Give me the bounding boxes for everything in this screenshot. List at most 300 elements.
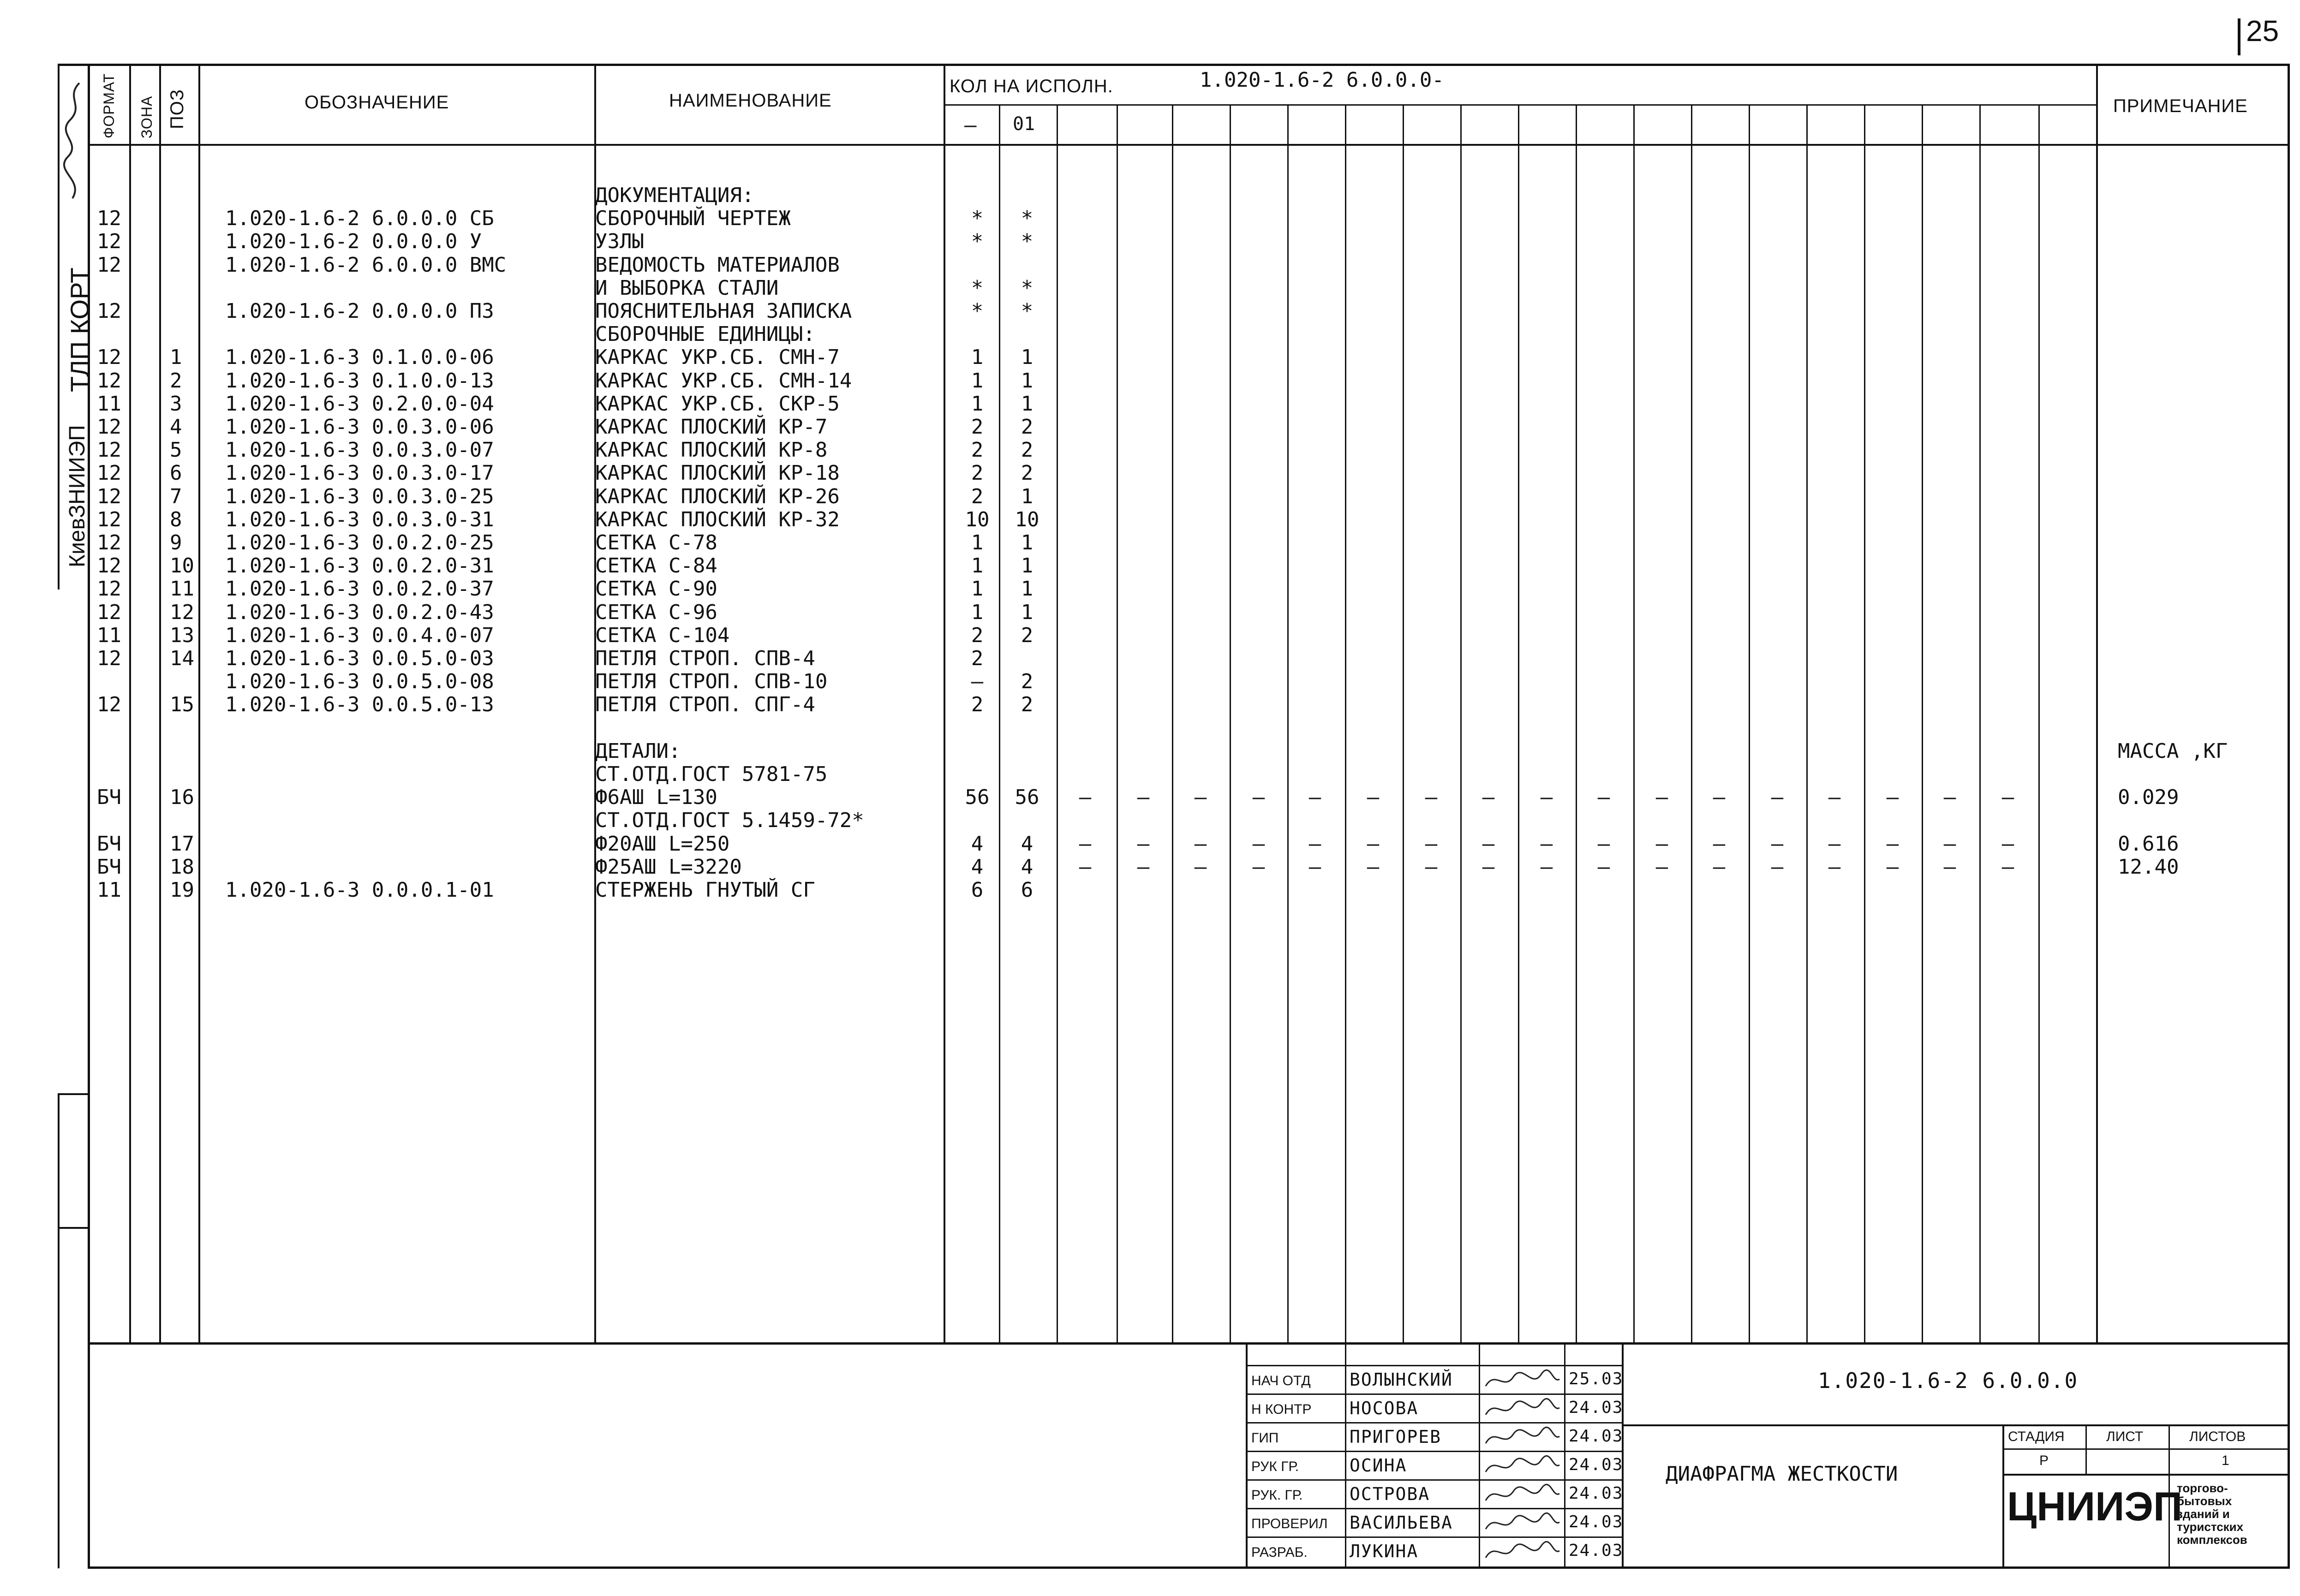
cell-format: 12 <box>97 438 121 462</box>
table-row <box>0 578 2300 600</box>
cell-position: 13 <box>170 623 194 647</box>
cell-name: СЕТКА С-104 <box>595 623 730 647</box>
cell-name: Ф6АШ L=130 <box>595 786 717 810</box>
signer-name: ОСИНА <box>1350 1455 1407 1476</box>
cell-position: 9 <box>170 531 182 554</box>
cell-qty-base: 4 <box>971 855 984 879</box>
header-qty-base: 1.020-1.6-2 6.0.0.0- <box>1200 68 1444 92</box>
cell-qty-dash: – <box>1252 832 1265 856</box>
table-row <box>0 740 2300 762</box>
tb-stage-mid <box>2002 1448 2289 1450</box>
signer-row-line <box>1246 1536 1622 1538</box>
side-stamp-tlp: ТЛП КОРТ <box>65 267 94 392</box>
cell-qty-dash: – <box>1482 855 1495 879</box>
cell-name: Ф20АШ L=250 <box>595 832 730 856</box>
cell-qty-base: 1 <box>971 577 984 601</box>
cell-format: 12 <box>97 299 121 323</box>
cell-qty-dash: – <box>1943 786 1956 810</box>
cell-name: ПЕТЛЯ СТРОП. СПВ-4 <box>595 647 815 670</box>
table-row <box>0 486 2300 508</box>
tb-sheets-label: ЛИСТОВ <box>2189 1429 2246 1444</box>
table-row <box>0 786 2300 809</box>
signer-role: РУК. ГР. <box>1251 1488 1303 1503</box>
cell-qty-dash: – <box>1943 855 1956 879</box>
cell-position: 1 <box>170 345 182 369</box>
cell-name: ПЕТЛЯ СТРОП. СПГ-4 <box>595 693 815 717</box>
cell-qty-dash: – <box>1828 855 1841 879</box>
cell-qty-base: 2 <box>971 647 984 670</box>
header-pos: ПОЗ <box>167 89 187 129</box>
cell-note: МАССА ,КГ <box>2118 739 2228 763</box>
cell-designation: 1.020-1.6-2 0.0.0.0 У <box>225 230 482 254</box>
cell-format: 11 <box>97 392 121 416</box>
cell-qty-01: * <box>1021 230 1034 254</box>
cell-qty-01: 2 <box>1021 461 1034 485</box>
signer-row-line <box>1246 1451 1622 1452</box>
cell-designation: 1.020-1.6-3 0.0.3.0-07 <box>225 438 494 462</box>
tb-stage-left <box>2002 1424 2004 1568</box>
tb-line-role <box>1345 1342 1346 1568</box>
signer-row-line <box>1246 1479 1622 1481</box>
table-row <box>0 532 2300 554</box>
cell-qty-dash: – <box>2001 855 2014 879</box>
cell-qty-dash: – <box>1886 832 1899 856</box>
signer-name: ПРИГОРЕВ <box>1350 1427 1442 1447</box>
table-row <box>0 509 2300 531</box>
cell-format: 12 <box>97 647 121 670</box>
tb-line-sign <box>1564 1342 1565 1568</box>
cell-qty-base: 2 <box>971 438 984 462</box>
cell-name: КАРКАС УКР.СБ. СМН-14 <box>595 369 852 393</box>
cell-name: ДЕТАЛИ: <box>595 739 681 763</box>
cell-format: 12 <box>97 345 121 369</box>
tb-stage: Р <box>2039 1453 2049 1468</box>
cell-qty-base: 10 <box>965 507 990 531</box>
signer-signature <box>1483 1453 1562 1479</box>
cell-name: СЕТКА С-96 <box>595 600 717 624</box>
cell-qty-dash: – <box>1252 786 1265 810</box>
cell-designation: 1.020-1.6-3 0.0.3.0-06 <box>225 415 494 439</box>
table-row <box>0 393 2300 415</box>
cell-designation: 1.020-1.6-2 0.0.0.0 ПЗ <box>225 299 494 323</box>
cell-name: КАРКАС ПЛОСКИЙ КР-7 <box>595 415 828 439</box>
table-row <box>0 462 2300 484</box>
cell-format: 12 <box>97 600 121 624</box>
cell-qty-base: * <box>971 207 984 231</box>
cell-position: 15 <box>170 693 194 717</box>
cell-qty-base: 2 <box>971 693 984 717</box>
cell-name: СБОРОЧНЫЙ ЧЕРТЕЖ <box>595 207 791 231</box>
header-qty-col2: 01 <box>1013 113 1035 135</box>
header-format: ФОРМАТ <box>101 73 117 138</box>
cell-qty-01: 1 <box>1021 369 1034 393</box>
cell-format: 12 <box>97 461 121 485</box>
cell-position: 5 <box>170 438 182 462</box>
table-row <box>0 277 2300 299</box>
cell-designation: 1.020-1.6-3 0.1.0.0-13 <box>225 369 494 393</box>
cell-qty-dash: – <box>1597 832 1610 856</box>
cell-name: СЕТКА С-84 <box>595 554 717 578</box>
cell-qty-01: 1 <box>1021 484 1034 508</box>
signer-name: ВАСИЛЬЕВА <box>1350 1513 1453 1533</box>
cell-qty-dash: – <box>1655 855 1668 879</box>
cell-designation: 1.020-1.6-3 0.0.3.0-17 <box>225 461 494 485</box>
cell-qty-dash: – <box>1540 832 1553 856</box>
cell-position: 11 <box>170 577 194 601</box>
cell-note: 12.40 <box>2118 855 2179 879</box>
cell-qty-dash: – <box>1482 786 1495 810</box>
header-note: ПРИМЕЧАНИЕ <box>2113 96 2248 116</box>
header-zone: ЗОНА <box>138 95 155 138</box>
cell-name: ВЕДОМОСТЬ МАТЕРИАЛОВ <box>595 253 840 277</box>
table-row <box>0 323 2300 345</box>
cell-qty-dash: – <box>1713 832 1726 856</box>
cell-qty-01: 6 <box>1021 878 1034 902</box>
cell-qty-base: * <box>971 230 984 254</box>
cell-designation: 1.020-1.6-3 0.2.0.0-04 <box>225 392 494 416</box>
cell-designation: 1.020-1.6-2 6.0.0.0 ВМС <box>225 253 507 277</box>
cell-designation: 1.020-1.6-3 0.0.3.0-25 <box>225 484 494 508</box>
cell-qty-base: 1 <box>971 369 984 393</box>
cell-designation: 1.020-1.6-3 0.0.0.1-01 <box>225 878 494 902</box>
cell-qty-base: 6 <box>971 878 984 902</box>
cell-qty-01: 1 <box>1021 600 1034 624</box>
cell-qty-dash: – <box>1079 855 1092 879</box>
cell-qty-base: 2 <box>971 484 984 508</box>
header-qty-title: КОЛ НА ИСПОЛН. <box>950 76 1113 96</box>
cell-format: 12 <box>97 369 121 393</box>
cell-qty-base: 1 <box>971 600 984 624</box>
cell-qty-01: * <box>1021 276 1034 300</box>
cell-qty-dash: – <box>1137 855 1150 879</box>
tb-doc-code: 1.020-1.6-2 6.0.0.0 <box>1818 1368 2079 1393</box>
table-row <box>0 717 2300 739</box>
signer-date: 25.03 <box>1569 1370 1624 1388</box>
cell-position: 2 <box>170 369 182 393</box>
cell-format: 12 <box>97 554 121 578</box>
signer-date: 24.03 <box>1569 1398 1624 1417</box>
cell-qty-dash: – <box>1540 855 1553 879</box>
signer-date: 24.03 <box>1569 1484 1624 1503</box>
signer-signature <box>1483 1368 1562 1394</box>
tb-org: ЦНИИЭП <box>2007 1483 2183 1529</box>
signer-signature <box>1483 1425 1562 1451</box>
cell-qty-01: 2 <box>1021 415 1034 439</box>
tb-sheets: 1 <box>2222 1453 2229 1468</box>
cell-qty-01: 2 <box>1021 670 1034 694</box>
signer-date: 24.03 <box>1569 1427 1624 1446</box>
cell-position: 10 <box>170 554 194 578</box>
signer-signature <box>1483 1511 1562 1536</box>
table-row <box>0 346 2300 369</box>
cell-qty-01: 4 <box>1021 832 1034 856</box>
table-row <box>0 231 2300 253</box>
cell-qty-dash: – <box>1713 786 1726 810</box>
cell-qty-dash: – <box>1713 855 1726 879</box>
cell-name: СБОРОЧНЫЕ ЕДИНИЦЫ: <box>595 322 815 346</box>
cell-qty-01: 2 <box>1021 693 1034 717</box>
cell-qty-dash: – <box>1771 855 1784 879</box>
cell-qty-01: 4 <box>1021 855 1034 879</box>
tb-title-top <box>1622 1424 2289 1426</box>
tb-title: ДИАФРАГМА ЖЕСТКОСТИ <box>1666 1462 1898 1486</box>
cell-qty-dash: – <box>1886 786 1899 810</box>
cell-qty-dash: – <box>1137 832 1150 856</box>
cell-qty-01: * <box>1021 299 1034 323</box>
sheet-number-mark <box>2238 18 2240 55</box>
cell-qty-dash: – <box>1425 832 1438 856</box>
frame-bottom <box>88 1566 2290 1569</box>
cell-name: КАРКАС ПЛОСКИЙ КР-32 <box>595 507 840 531</box>
cell-designation: 1.020-1.6-3 0.0.4.0-07 <box>225 623 494 647</box>
signer-signature <box>1483 1482 1562 1508</box>
cell-name: И ВЫБОРКА СТАЛИ <box>595 276 779 300</box>
cell-qty-base: * <box>971 276 984 300</box>
cell-name: ПЕТЛЯ СТРОП. СПВ-10 <box>595 670 828 694</box>
cell-format: БЧ <box>97 855 121 879</box>
table-row <box>0 879 2300 901</box>
table-row <box>0 555 2300 577</box>
signer-signature <box>1483 1539 1562 1565</box>
signer-role: РАЗРАБ. <box>1251 1545 1308 1560</box>
cell-qty-base: 1 <box>971 554 984 578</box>
cell-name: ДОКУМЕНТАЦИЯ: <box>595 184 754 207</box>
cell-qty-base: 1 <box>971 392 984 416</box>
cell-designation: 1.020-1.6-3 0.0.5.0-08 <box>225 670 494 694</box>
tb-line-name <box>1479 1342 1480 1568</box>
table-row <box>0 648 2300 670</box>
cell-qty-dash: – <box>1425 855 1438 879</box>
tb-stage-label: СТАДИЯ <box>2008 1429 2065 1444</box>
cell-position: 4 <box>170 415 182 439</box>
cell-qty-01: 1 <box>1021 392 1034 416</box>
signer-date: 24.03 <box>1569 1455 1624 1474</box>
table-row <box>0 833 2300 855</box>
cell-name: СЕТКА С-90 <box>595 577 717 601</box>
cell-designation: 1.020-1.6-3 0.0.2.0-31 <box>225 554 494 578</box>
table-bottom-line <box>88 1342 2289 1345</box>
cell-qty-01: 2 <box>1021 623 1034 647</box>
cell-format: БЧ <box>97 832 121 856</box>
header-qty-col1: – <box>964 113 977 137</box>
table-row <box>0 416 2300 438</box>
frame-top <box>58 64 2290 66</box>
header-bottom-line <box>88 144 2289 146</box>
cell-format: 12 <box>97 507 121 531</box>
signer-row-line <box>1246 1365 1622 1366</box>
table-row <box>0 856 2300 878</box>
signer-role: НАЧ ОТД <box>1251 1373 1311 1388</box>
cell-qty-dash: – <box>1194 832 1207 856</box>
table-row <box>0 810 2300 832</box>
cell-name: КАРКАС УКР.СБ. СКР-5 <box>595 392 840 416</box>
cell-qty-dash: – <box>1367 855 1380 879</box>
cell-qty-dash: – <box>1194 786 1207 810</box>
cell-name: Ф25АШ L=3220 <box>595 855 742 879</box>
cell-qty-01: 1 <box>1021 531 1034 554</box>
cell-qty-base: 56 <box>965 786 990 810</box>
cell-designation: 1.020-1.6-3 0.0.2.0-43 <box>225 600 494 624</box>
cell-designation: 1.020-1.6-2 6.0.0.0 СБ <box>225 207 494 231</box>
cell-qty-base: 1 <box>971 345 984 369</box>
cell-position: 16 <box>170 786 194 810</box>
cell-qty-dash: – <box>1943 832 1956 856</box>
signer-name: ВОЛЫНСКИЙ <box>1350 1370 1453 1390</box>
cell-designation: 1.020-1.6-3 0.0.5.0-03 <box>225 647 494 670</box>
cell-position: 12 <box>170 600 194 624</box>
cell-format: 12 <box>97 207 121 231</box>
signer-name: ОСТРОВА <box>1350 1484 1430 1504</box>
table-row <box>0 370 2300 392</box>
cell-position: 7 <box>170 484 182 508</box>
cell-qty-dash: – <box>1597 786 1610 810</box>
cell-name: СТ.ОТД.ГОСТ 5.1459-72* <box>595 809 864 833</box>
cell-qty-base: 2 <box>971 461 984 485</box>
cell-position: 19 <box>170 878 194 902</box>
cell-qty-dash: – <box>2001 832 2014 856</box>
cell-name: СТ.ОТД.ГОСТ 5781-75 <box>595 762 828 786</box>
cell-qty-dash: – <box>1886 855 1899 879</box>
signer-row-line <box>1246 1422 1622 1423</box>
table-row <box>0 208 2300 230</box>
cell-qty-base: – <box>971 670 984 694</box>
table-row <box>0 439 2300 461</box>
tb-sheet-line <box>2085 1424 2087 1474</box>
cell-designation: 1.020-1.6-3 0.0.3.0-31 <box>225 507 494 531</box>
table-row <box>0 254 2300 276</box>
cell-qty-01: 2 <box>1021 438 1034 462</box>
cell-name: ПОЯСНИТЕЛЬНАЯ ЗАПИСКА <box>595 299 852 323</box>
cell-note: 0.029 <box>2118 786 2179 810</box>
cell-name: УЗЛЫ <box>595 230 644 254</box>
cell-qty-dash: – <box>1194 855 1207 879</box>
cell-format: 12 <box>97 415 121 439</box>
cell-name: КАРКАС УКР.СБ. СМН-7 <box>595 345 840 369</box>
cell-position: 17 <box>170 832 194 856</box>
header-name: НАИМЕНОВАНИЕ <box>669 90 832 111</box>
cell-qty-dash: – <box>1308 786 1321 810</box>
cell-note: 0.616 <box>2118 832 2179 856</box>
cell-name: КАРКАС ПЛОСКИЙ КР-18 <box>595 461 840 485</box>
cell-format: 12 <box>97 693 121 717</box>
cell-format: 11 <box>97 878 121 902</box>
table-row <box>0 694 2300 716</box>
cell-name: СТЕРЖЕНЬ ГНУТЫЙ СГ <box>595 878 815 902</box>
sheet-number: 25 <box>2246 14 2279 48</box>
cell-qty-01: 56 <box>1015 786 1039 810</box>
table-row <box>0 185 2300 207</box>
table-row <box>0 300 2300 322</box>
cell-qty-dash: – <box>1308 855 1321 879</box>
cell-qty-dash: – <box>1655 786 1668 810</box>
tb-sheet-label: ЛИСТ <box>2106 1429 2144 1444</box>
header-designation: ОБОЗНАЧЕНИЕ <box>305 92 449 113</box>
cell-name: СЕТКА С-78 <box>595 531 717 554</box>
cell-format: 12 <box>97 577 121 601</box>
cell-qty-dash: – <box>1308 832 1321 856</box>
cell-designation: 1.020-1.6-3 0.1.0.0-06 <box>225 345 494 369</box>
cell-position: 18 <box>170 855 194 879</box>
side-stamp-org: КиевЗНИИЭП <box>65 425 90 567</box>
cell-qty-dash: – <box>1597 855 1610 879</box>
cell-qty-dash: – <box>1079 832 1092 856</box>
cell-qty-base: 2 <box>971 415 984 439</box>
cell-format: БЧ <box>97 786 121 810</box>
tb-stage-bottom <box>2002 1474 2289 1476</box>
cell-designation: 1.020-1.6-3 0.0.2.0-25 <box>225 531 494 554</box>
stamp-strip-lower <box>58 1093 60 1568</box>
table-row <box>0 763 2300 786</box>
cell-format: 11 <box>97 623 121 647</box>
cell-name: КАРКАС ПЛОСКИЙ КР-26 <box>595 484 840 508</box>
cell-designation: 1.020-1.6-3 0.0.5.0-13 <box>225 693 494 717</box>
signer-name: ЛУКИНА <box>1350 1541 1419 1561</box>
cell-qty-01: 1 <box>1021 577 1034 601</box>
cell-qty-dash: – <box>1367 832 1380 856</box>
cell-format: 12 <box>97 531 121 554</box>
cell-qty-dash: – <box>1540 786 1553 810</box>
table-row <box>0 625 2300 647</box>
signer-role: ПРОВЕРИЛ <box>1251 1516 1328 1531</box>
cell-qty-dash: – <box>1137 786 1150 810</box>
cell-qty-dash: – <box>1079 786 1092 810</box>
cell-qty-dash: – <box>1655 832 1668 856</box>
cell-qty-01: * <box>1021 207 1034 231</box>
table-row <box>0 671 2300 693</box>
tb-line-left <box>1246 1342 1248 1568</box>
signer-date: 24.03 <box>1569 1541 1624 1560</box>
cell-qty-base: 2 <box>971 623 984 647</box>
stamp-strip-divider-1 <box>58 1093 90 1095</box>
cell-position: 6 <box>170 461 182 485</box>
cell-name: КАРКАС ПЛОСКИЙ КР-8 <box>595 438 828 462</box>
cell-qty-base: 4 <box>971 832 984 856</box>
table-row <box>0 601 2300 624</box>
cell-qty-01: 1 <box>1021 554 1034 578</box>
cell-qty-01: 1 <box>1021 345 1034 369</box>
stamp-strip-divider-2 <box>58 1227 90 1229</box>
signer-date: 24.03 <box>1569 1513 1624 1531</box>
cell-qty-base: * <box>971 299 984 323</box>
cell-qty-dash: – <box>1828 832 1841 856</box>
cell-qty-dash: – <box>1771 786 1784 810</box>
signer-row-line <box>1246 1508 1622 1509</box>
cell-format: 12 <box>97 253 121 277</box>
cell-qty-dash: – <box>2001 786 2014 810</box>
signer-role: РУК ГР. <box>1251 1459 1299 1474</box>
cell-position: 3 <box>170 392 182 416</box>
cell-qty-dash: – <box>1828 786 1841 810</box>
signer-name: НОСОВА <box>1350 1398 1419 1418</box>
signer-role: ГИП <box>1251 1430 1279 1446</box>
cell-designation: 1.020-1.6-3 0.0.2.0-37 <box>225 577 494 601</box>
signer-signature <box>1483 1396 1562 1422</box>
cell-format: 12 <box>97 230 121 254</box>
cell-qty-01: 10 <box>1015 507 1039 531</box>
cell-qty-dash: – <box>1771 832 1784 856</box>
cell-qty-dash: – <box>1252 855 1265 879</box>
cell-qty-dash: – <box>1425 786 1438 810</box>
cell-qty-dash: – <box>1482 832 1495 856</box>
signer-role: Н КОНТР <box>1251 1402 1312 1417</box>
cell-format: 12 <box>97 484 121 508</box>
cell-position: 14 <box>170 647 194 670</box>
cell-position: 8 <box>170 507 182 531</box>
signer-row-line <box>1246 1394 1622 1395</box>
tb-org-desc: торгово- бытовых зданий и туристских комплексов <box>2177 1481 2247 1547</box>
cell-qty-base: 1 <box>971 531 984 554</box>
cell-qty-dash: – <box>1367 786 1380 810</box>
